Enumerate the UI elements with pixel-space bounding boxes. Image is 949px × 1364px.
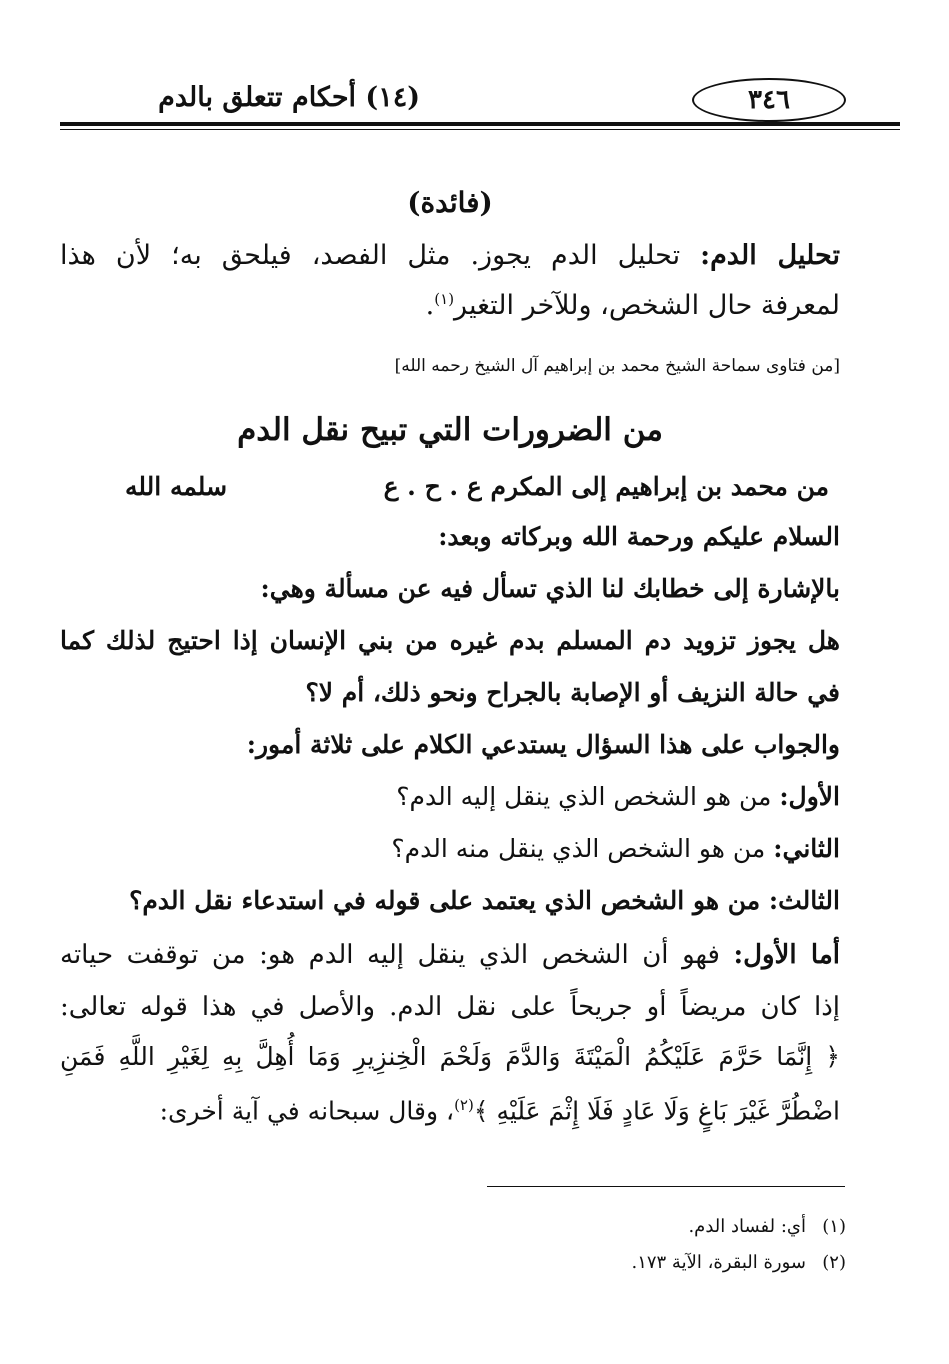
first-answer-text: فهو أن الشخص الذي ينقل إليه الدم هو: من توقفت حياته (60, 940, 734, 970)
letter-from: من محمد بن إبراهيم إلى المكرم ع . ح . ع (383, 472, 829, 501)
verse-continuation: ، وقال سبحانه في آية أخرى: (159, 1096, 455, 1126)
section-heading: من الضرورات التي تبيح نقل الدم (237, 412, 663, 448)
faida-line-1 (60, 240, 840, 271)
footnote-1-text: أي: لفساد الدم. (688, 1216, 806, 1237)
faida-lead: تحليل الدم: (700, 240, 840, 271)
quran-verse-text: اضْطُرَّ غَيْرَ بَاغٍ وَلَا عَادٍ فَلَا إِثْمَ عَلَيْهِ ﴾ (473, 1096, 840, 1126)
point-third-text: من هو الشخص الذي يعتمد على قوله في استدعاء نقل الدم؟ (129, 886, 769, 915)
faida-line-2-end: . (425, 290, 435, 321)
letter-salute: سلمه الله (125, 472, 228, 501)
faida-line-1-text: تحليل الدم يجوز. مثل الفصد، فيلحق به؛ لأن هذا (60, 240, 701, 271)
question-line-1: هل يجوز تزويد دم المسلم بدم غيره من بني الإنسان إذا احتيج لذلك كما (60, 626, 840, 655)
point-third (60, 886, 840, 915)
question-line-2: في حالة النزيف أو الإصابة بالجراح ونحو ذلك، أم لا؟ (305, 678, 840, 707)
footnote-ref-2: (٢) (454, 1096, 474, 1114)
footnote-ref-1: (١) (434, 290, 455, 308)
header-rule-thin (60, 129, 900, 130)
page-number: ٣٤٦ (692, 78, 846, 122)
point-second-label: الثاني: (773, 834, 840, 863)
quran-verse-line-1: ﴿ إِنَّمَا حَرَّمَ عَلَيْكُمُ الْمَيْتَةَ وَالدَّمَ وَلَحْمَ الْخِنزِيرِ وَمَا أُهِلَّ بِهِ لِغَيْرِ اللَّهِ فَمَنِ (60, 1042, 840, 1071)
faida-line-2-text: لمعرفة حال الشخص، وللآخر التغير (454, 290, 840, 321)
running-title: (١٤) أحكام تتعلق بالدم (158, 82, 420, 113)
footnote-1 (688, 1216, 846, 1237)
footnote-2 (631, 1252, 846, 1273)
first-answer-label: أما الأول: (733, 940, 840, 970)
point-first-label: الأول: (779, 782, 840, 811)
point-second-text: من هو الشخص الذي ينقل منه الدم؟ (391, 834, 774, 863)
letter-greeting: السلام عليكم ورحمة الله وبركاته وبعد: (438, 522, 840, 551)
answer-intro: والجواب على هذا السؤال يستدعي الكلام على ثلاثة أمور: (246, 730, 840, 759)
letter-para-1: بالإشارة إلى خطابك لنا الذي تسأل فيه عن مسألة وهي: (260, 574, 840, 603)
faida-line-2 (60, 290, 840, 321)
quran-verse-line-2 (60, 1096, 840, 1125)
point-second (60, 834, 840, 863)
footnote-2-text: سورة البقرة، الآية ١٧٣. (631, 1252, 806, 1273)
page-header (60, 70, 900, 135)
point-third-label: الثالث: (768, 886, 840, 915)
point-first (60, 782, 840, 811)
fatwa-source: [من فتاوى سماحة الشيخ محمد بن إبراهيم آل الشيخ رحمه الله] (394, 356, 840, 376)
footnote-2-number: (٢) (822, 1252, 846, 1273)
faida-heading: (فائدة) (407, 186, 493, 219)
first-answer-line-2: إذا كان مريضاً أو جريحاً على نقل الدم. والأصل في هذا قوله تعالى: (60, 992, 840, 1022)
footnote-separator (487, 1186, 845, 1187)
first-answer-line-1 (60, 940, 840, 970)
header-rule-thick (60, 122, 900, 126)
point-first-text: من هو الشخص الذي ينقل إليه الدم؟ (396, 782, 780, 811)
footnote-1-number: (١) (822, 1216, 846, 1237)
